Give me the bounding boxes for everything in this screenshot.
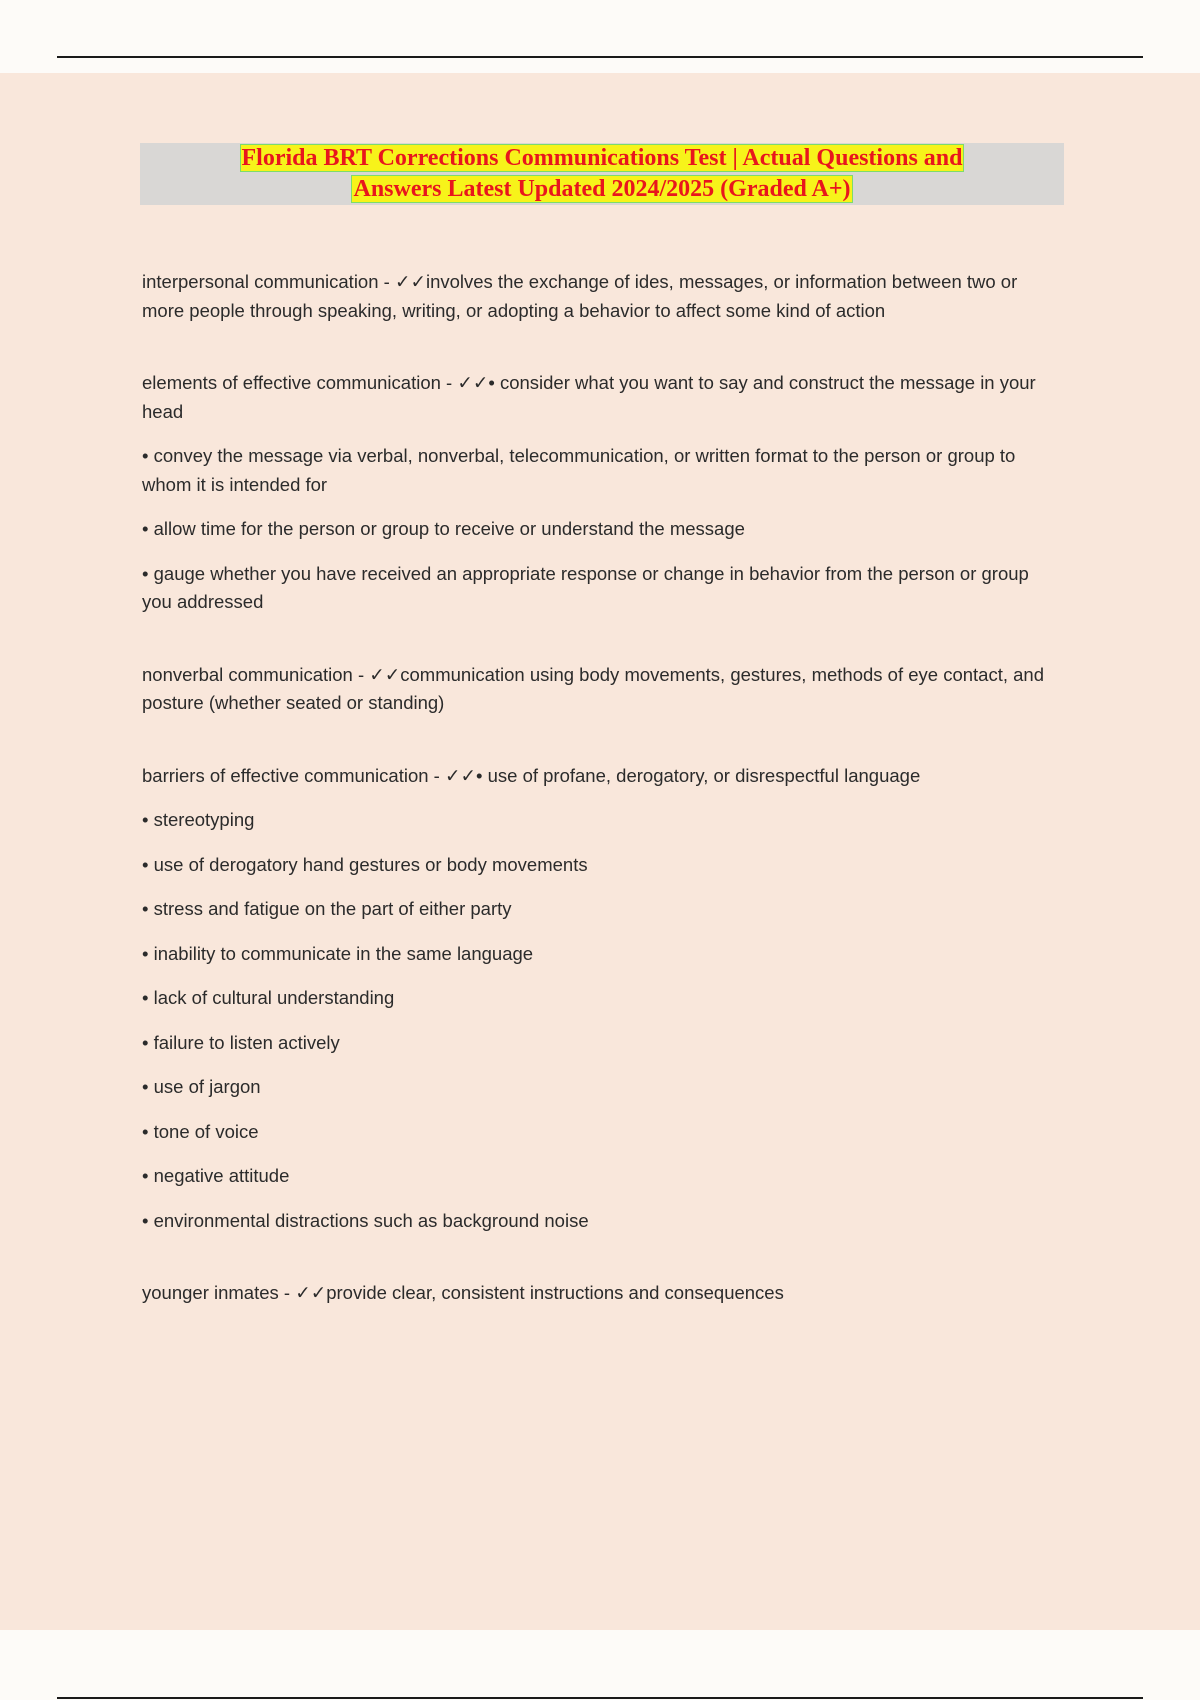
bullet-item: • use of derogatory hand gestures or body movements	[142, 853, 588, 875]
bullet-item: • convey the message via verbal, nonverbal, telecommunication, or written format to the person or group to whom it is intended for	[142, 445, 1016, 495]
qa-term: younger inmates - ✓✓	[142, 1282, 327, 1303]
qa-term: elements of effective communication - ✓✓	[142, 372, 489, 393]
qa-paragraph	[142, 369, 1062, 426]
qa-entry	[142, 762, 1062, 1236]
bullet-item: • environmental distractions such as background noise	[142, 1209, 589, 1231]
bullet-item: • gauge whether you have received an appropriate response or change in behavior from the person or group you addressed	[142, 562, 1029, 612]
bullet-item: • failure to listen actively	[142, 1031, 340, 1053]
footer-rule	[57, 1697, 1143, 1699]
title-line-1: Florida BRT Corrections Communications Test | Actual Questions and	[241, 145, 963, 171]
qa-paragraph	[142, 268, 1062, 325]
bullet-item: • lack of cultural understanding	[142, 987, 395, 1008]
qa-definition: communication using body movements, gestures, methods of eye contact, and posture (whether seated or standing)	[142, 663, 1044, 713]
qa-entry	[142, 661, 1062, 718]
qa-definition: provide clear, consistent instructions and consequences	[326, 1282, 784, 1303]
qa-entry	[142, 369, 1062, 617]
qa-content	[142, 268, 1062, 1352]
qa-paragraph	[142, 1279, 1062, 1308]
qa-paragraph	[142, 762, 1062, 791]
bullet-item: • stereotyping	[142, 809, 255, 830]
qa-term: interpersonal communication - ✓✓	[142, 271, 426, 292]
qa-term: nonverbal communication - ✓✓	[142, 663, 401, 685]
qa-term: barriers of effective communication - ✓✓	[142, 764, 476, 786]
title-line-2: Answers Latest Updated 2024/2025 (Graded A+)	[353, 176, 851, 202]
header-rule	[57, 56, 1143, 58]
bullet-item: • stress and fatigue on the part of either party	[142, 898, 512, 919]
qa-definition: involves the exchange of ides, messages, or information between two or more people through speaking, writing, or adopting a behavior to affect some kind of action	[142, 271, 1018, 321]
qa-entry	[142, 268, 1062, 325]
qa-definition: • use of profane, derogatory, or disrespectful language	[475, 764, 921, 786]
qa-paragraph	[142, 661, 1062, 718]
document-title	[140, 143, 1064, 205]
bullet-item: • negative attitude	[142, 1165, 290, 1186]
qa-entry	[142, 1279, 1062, 1308]
bullet-item: • allow time for the person or group to receive or understand the message	[142, 518, 745, 539]
bullet-item: • inability to communicate in the same language	[142, 942, 534, 964]
qa-definition: • consider what you want to say and construct the message in your head	[142, 372, 1036, 422]
bullet-item: • use of jargon	[142, 1076, 261, 1097]
bullet-item: • tone of voice	[142, 1120, 259, 1142]
